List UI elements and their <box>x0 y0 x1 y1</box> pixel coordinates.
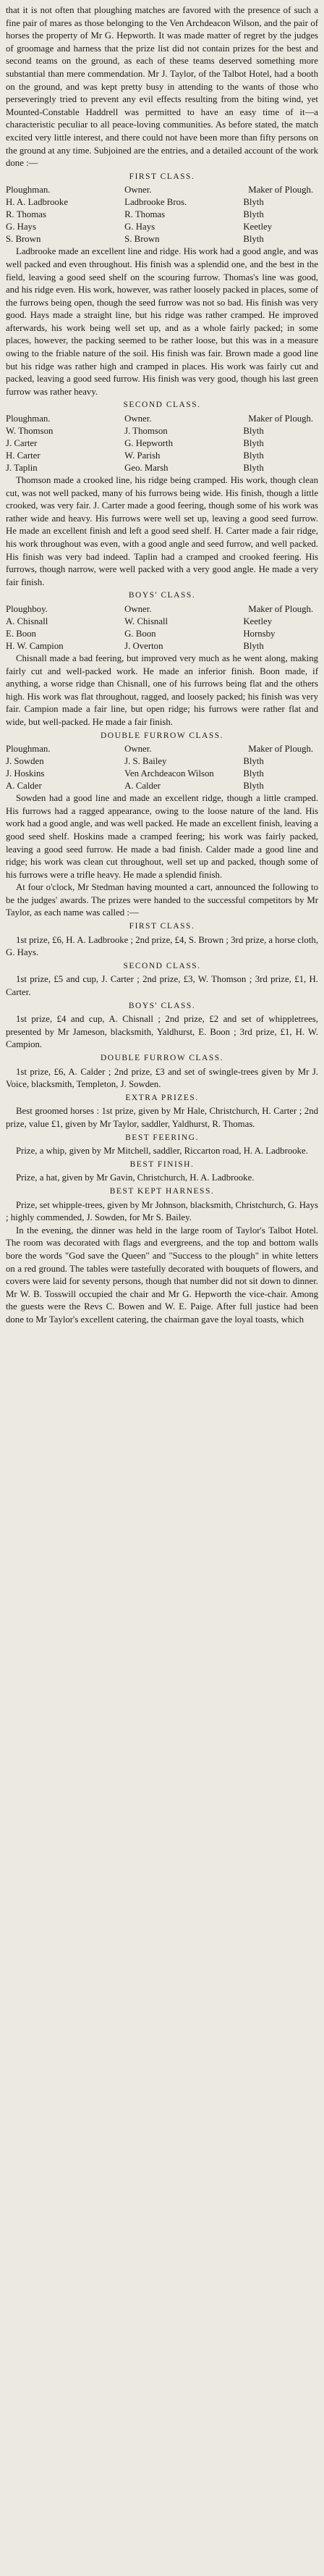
cell: H. A. Ladbrooke <box>6 197 69 208</box>
cell: A. Calder <box>6 781 42 792</box>
cell: Keetley <box>243 616 273 626</box>
table-row <box>6 437 318 450</box>
entries-table <box>6 184 318 246</box>
cell: Blyth <box>243 197 264 208</box>
cell: E. Boon <box>6 628 36 639</box>
table-row <box>6 780 318 792</box>
cell: Ven Archdeacon Wilson <box>124 768 214 779</box>
cell: Blyth <box>243 426 264 437</box>
entries-table <box>6 743 318 792</box>
cell: H. Carter <box>6 450 40 461</box>
cell: W. Parish <box>124 450 161 461</box>
cell: Blyth <box>243 640 264 651</box>
class-report: Chisnall made a bad feering, but improved very much as he went along, making fairly cut and well-packed work. He made an inferior finish. Boon made, if anything, a worse ridge than Chisnall, one of his furrows being flat and the others high. His work was flat throughout, ragged, and loosely packed; his finish was very fair. Campion made a fair line, but open ridge; his furrows were rather flat and wide, but well-packed. He made a fair finish. <box>6 653 318 727</box>
table-row <box>6 755 318 768</box>
cell: R. Thomas <box>6 209 46 220</box>
class-heading: FIRST CLASS. <box>129 172 195 181</box>
class-section-first <box>6 171 318 399</box>
prize-text: 1st prize, £6, A. Calder ; 2nd prize, £3 and set of swingle-trees given by Mr J. Voice, blacksmith, Templeton, J. Sowden. <box>6 1066 318 1090</box>
cell: J. Overton <box>124 640 163 651</box>
col-ploughboy: Ploughboy. <box>6 603 48 614</box>
article-column <box>6 0 318 1326</box>
cell: S. Brown <box>6 234 41 245</box>
class-heading: DOUBLE FURROW CLASS. <box>100 731 224 740</box>
col-owner: Owner. <box>124 744 152 755</box>
class-report: Ladbrooke made an excellent line and ridge. His work had a good angle, and was well packed and even throughout. His finish was a splendid one, and the best in the field, leaving a good seed shelf on the scouring furrow. Thomas's line was good, and his ridge even. His work, however, was rather loosely packed in places, some of the furrows being open, though the seed furrow was not so bad. His finish was very good. Hays made a straight line, but his ridge was rather cramped. He improved afterwards, his work being well set up, and as a whole fairly packed; in some places, however, the packing seemed to be rather loose, but this was in a measure owing to the friable nature of the soil. His finish was fair. Brown made a good line but his ridge was rather high and cramped in places. His work was fairly cut and packed, leaving a good seed furrow. His finish was very good, though his last green furrow was rather heavy. <box>6 246 318 397</box>
closing-paragraph: In the evening, the dinner was held in the large room of Taylor's Talbot Hotel. The room was decorated with flags and evergreens, and the top and bottom walls bore the words "God save the Queen" and "Success to the plough" in white letters on a red ground. The tables were tastefully decorated with bouquets of flowers, and covers were laid for seventy persons, though that number did not sit down to dinner. Mr W. B. Tosswill occupied the chair and Mr G. Hepworth the vice-chair. Among the guests were the Revs C. Bowen and W. E. Paige. After full justice had been done to Mr Taylor's excellent catering, the chairman gave the loyal toasts, which <box>6 1225 318 1325</box>
cell: W. Thomson <box>6 426 54 437</box>
award-paragraph: At four o'clock, Mr Stedman having mounted a cart, announced the following to be the judges' awards. The prizes were handed to the successful competitors by Mr Taylor, as each name was called :— <box>6 882 318 918</box>
prize-text: Prize, set whipple-trees, given by Mr Johnson, blacksmith, Christchurch, G. Hays ; highly commended, J. Sowden, for Mr S. Bailey. <box>6 1199 318 1223</box>
class-heading: SECOND CLASS. <box>123 400 201 410</box>
table-row <box>6 768 318 780</box>
cell: Blyth <box>243 756 264 767</box>
cell: Ladbrooke Bros. <box>124 197 187 208</box>
table-row <box>6 196 318 209</box>
intro-paragraph: that it is not often that ploughing matches are favored with the presence of such a fine pair of mares as those belonging to the Ven Archdeacon Wilson, and the pair of horses the property of Mr G. Hepworth. It was made matter of regret by the judges of groomage and harness that the prize list did not contain prizes for the best and second teams on the ground, as each of these teams deserved something more substantial than mere commendation. Mr J. Taylor, of the Talbot Hotel, had a booth on the ground, and was kept pretty busy in attending to the wants of those who perseveringly tried to prevent any evil effects resulting from the biting wind, yet Mounted-Constable Haddrell was permitted to have an easy time of it—a characteristic peculiar to all peace-loving communities. As before stated, the match excited very little interest, and there could not have been more than fifty persons on the ground at any time. Subjoined are the entries, and a detailed account of the work done :— <box>6 5 318 169</box>
cell: Blyth <box>243 209 264 220</box>
cell: Blyth <box>243 438 264 449</box>
cell: S. Brown <box>124 234 160 245</box>
class-section-boys <box>6 590 318 729</box>
table-row <box>6 616 318 628</box>
prize-heading: EXTRA PRIZES. <box>125 1093 199 1102</box>
cell: R. Thomas <box>124 209 166 220</box>
cell: Blyth <box>243 768 264 779</box>
prize-text: 1st prize, £5 and cup, J. Carter ; 2nd prize, £3, W. Thomson ; 3rd prize, £1, H. Carter. <box>6 974 318 998</box>
cell: Keetley <box>243 222 273 232</box>
cell: J. Thomson <box>124 426 168 437</box>
table-row <box>6 628 318 640</box>
cell: G. Hepworth <box>124 438 173 449</box>
table-row <box>6 425 318 437</box>
prize-list <box>6 920 318 1225</box>
col-ploughman: Ploughman. <box>6 744 51 755</box>
class-report: Sowden had a good line and made an excellent ridge, though a little cramped. His furrows had a ragged appearance, owing to the loose nature of the land. His work had a good angle, and was well packed. He made an excellent finish, leaving a good seed shelf. Hoskins made a cramped feering; his work was fairly packed, leaving a good seed furrow. He made a bad finish. Calder made a good line and ridge; his work was clean cut throughout, well set up and packed, though some of his furrows were a trifle heavy. He made a splendid finish. <box>6 793 318 880</box>
prize-text: Prize, a hat, given by Mr Gavin, Christchurch, H. A. Ladbrooke. <box>16 1172 255 1183</box>
cell: W. Chisnall <box>124 616 169 626</box>
cell: G. Hays <box>6 222 36 232</box>
table-row <box>6 450 318 462</box>
cell: Blyth <box>243 234 264 245</box>
prize-text: Best groomed horses : 1st prize, given by Mr Hale, Christchurch, H. Carter ; 2nd prize, value £1, given by Mr Taylor, saddler, Yaldhurst, R. Thomas. <box>6 1106 318 1129</box>
prize-heading: BOYS' CLASS. <box>128 1001 196 1010</box>
class-section-double-furrow <box>6 730 318 882</box>
entries-table <box>6 603 318 653</box>
table-row <box>6 462 318 474</box>
prize-text: 1st prize, £4 and cup, A. Chisnall ; 2nd prize, £2 and set of whippletrees, presented by Mr Jameson, blacksmith, Yaldhurst, E. Boon ; 3rd prize, £1, H. W. Campion. <box>6 1014 318 1050</box>
entries-table <box>6 413 318 474</box>
col-maker: Maker of Plough. <box>248 414 314 424</box>
cell: Hornsby <box>243 628 276 639</box>
cell: Blyth <box>243 463 264 474</box>
cell: J. S. Bailey <box>124 756 167 767</box>
cell: J. Sowden <box>6 756 44 767</box>
cell: J. Hoskins <box>6 768 45 779</box>
col-owner: Owner. <box>124 603 152 614</box>
col-ploughman: Ploughman. <box>6 185 51 196</box>
col-owner: Owner. <box>124 185 152 196</box>
col-maker: Maker of Plough. <box>248 603 314 614</box>
cell: A. Calder <box>124 781 161 792</box>
cell: A. Chisnall <box>6 616 48 626</box>
prize-heading: FIRST CLASS. <box>129 922 195 931</box>
table-row <box>6 233 318 246</box>
cell: G. Boon <box>124 628 156 639</box>
prize-heading: SECOND CLASS. <box>123 961 201 970</box>
cell: J. Carter <box>6 438 38 449</box>
table-row <box>6 221 318 233</box>
class-report: Thomson made a crooked line, his ridge being cramped. His work, though clean cut, was not well packed, many of his furrows being wide. His finish, though a little crooked, was very fair. J. Carter made a good feering, though some of his work was rather wide and heavy. His furrows were well set up, leaving a good seed furrow. He made an excellent finish and left a good seed shelf. H. Carter made a fair ridge, his work throughout was even, with a good angle and seed furrow, and well packed. His finish was very bad indeed. Taplin had a cramped and crooked feering. His furrows, though narrow, were well packed with a very good angle. He made a very fair finish. <box>6 475 318 587</box>
cell: Geo. Marsh <box>124 463 169 474</box>
prize-text: 1st prize, £6, H. A. Ladbrooke ; 2nd prize, £4, S. Brown ; 3rd prize, a horse cloth, G. Hays. <box>6 934 318 958</box>
cell: Blyth <box>243 781 264 792</box>
class-heading: BOYS' CLASS. <box>128 591 196 600</box>
class-section-second <box>6 399 318 589</box>
table-row <box>6 640 318 653</box>
prize-text: Prize, a whip, given by Mr Mitchell, saddler, Riccarton road, H. A. Ladbrooke. <box>16 1146 308 1157</box>
prize-heading: BEST FINISH. <box>129 1159 195 1169</box>
prize-heading: BEST KEPT HARNESS. <box>109 1186 215 1196</box>
table-row <box>6 209 318 221</box>
cell: G. Hays <box>124 222 155 232</box>
cell: J. Taplin <box>6 463 38 474</box>
col-maker: Maker of Plough. <box>248 185 314 196</box>
cell: Blyth <box>243 450 264 461</box>
prize-heading: BEST FEERING. <box>125 1133 199 1142</box>
cell: H. W. Campion <box>6 640 64 651</box>
col-ploughman: Ploughman. <box>6 414 51 424</box>
col-maker: Maker of Plough. <box>248 744 314 755</box>
col-owner: Owner. <box>124 414 152 424</box>
prize-heading: DOUBLE FURROW CLASS. <box>100 1054 224 1062</box>
